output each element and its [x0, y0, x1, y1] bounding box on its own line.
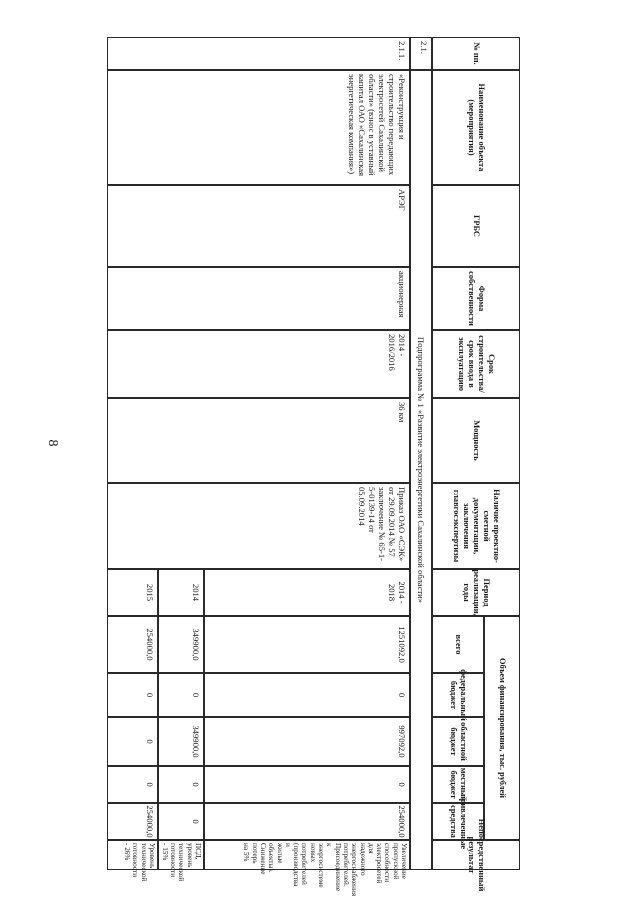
section-title: Подпрограмма № 1 «Развитие электроэнергетики Сахалинской области»: [410, 70, 432, 870]
capacity-value: 36 км: [107, 398, 410, 483]
year-federal: 0: [158, 673, 204, 717]
year-federal: 0: [107, 673, 158, 717]
header-period-build: Срок строительства/срок ввода в эксплуатацию: [432, 330, 520, 398]
header-capacity: Мощность: [432, 398, 520, 483]
year-local: 0: [107, 766, 158, 803]
header-regional: областной бюджет: [432, 717, 484, 766]
header-local: местный бюджет: [432, 766, 484, 803]
year-period: 2015: [107, 569, 158, 616]
grbs-value: АРЭГ: [107, 185, 410, 267]
header-name: Наименование объекта (мероприятия): [432, 70, 520, 185]
header-ownership: Форма собственности: [432, 267, 520, 330]
year-period: 2014 - 2018: [204, 569, 410, 616]
header-attracted: привлеченные средства: [432, 803, 484, 840]
row-number: 2.1.1.: [107, 37, 410, 70]
header-period-impl: Период реализации, годы: [432, 569, 520, 616]
year-federal: 0: [204, 673, 410, 717]
year-period: 2014: [158, 569, 204, 616]
document-page: [107, 37, 520, 897]
docs-value: Приказ ОАО «СЭК» от 29.09.2014 № 57 заключение № 65-1-5-0139-14 от 05.09.2014: [107, 483, 410, 569]
year-regional: 349900,0: [158, 717, 204, 766]
header-grbs: ГРБС: [432, 185, 520, 267]
year-total: 1251092,0: [204, 616, 410, 673]
header-total: всего: [432, 616, 484, 673]
year-local: 0: [204, 766, 410, 803]
year-regional: 997092,0: [204, 717, 410, 766]
year-result: Уровень технической готовности - 26%: [107, 840, 158, 870]
year-local: 0: [158, 766, 204, 803]
header-docs: Наличие проектно-сметной документации, заключения главгосэкспертизы: [432, 483, 520, 569]
section-number: 2.1.: [410, 37, 432, 70]
program-table: [107, 37, 520, 897]
year-attracted: 254000,0: [107, 803, 158, 840]
year-regional: 0: [107, 717, 158, 766]
year-total: 254000,0: [107, 616, 158, 673]
year-result: Увеличение пропускной способности электросетей для надежного энергоснабжения потребителей. Присоединение к энергосистеме новых потребителей (производства и жилые объекты). Снижение потерь на 5%: [204, 840, 410, 870]
page-number: 8: [45, 439, 60, 447]
year-total: 349900,0: [158, 616, 204, 673]
object-name: «Реконструкция и строительство передающих электросетей Сахалинской области» (взнос в уставный капитал ОАО «Сахалинская энергетическая компания»): [107, 70, 410, 185]
period-build-value: 2014 - 2016/2016: [107, 330, 410, 398]
header-result: Непосредственный результат: [432, 840, 520, 870]
header-num: № пп.: [432, 37, 520, 70]
ownership-value: акционерная: [107, 267, 410, 330]
year-attracted: 0: [158, 803, 204, 840]
year-attracted: 254000,0: [204, 803, 410, 840]
header-funding: Объем финансирования, тыс. рублей: [484, 616, 520, 840]
year-result: ПСД, уровень технической готовности - 15%: [158, 840, 204, 870]
header-federal: федеральный бюджет: [432, 673, 484, 717]
